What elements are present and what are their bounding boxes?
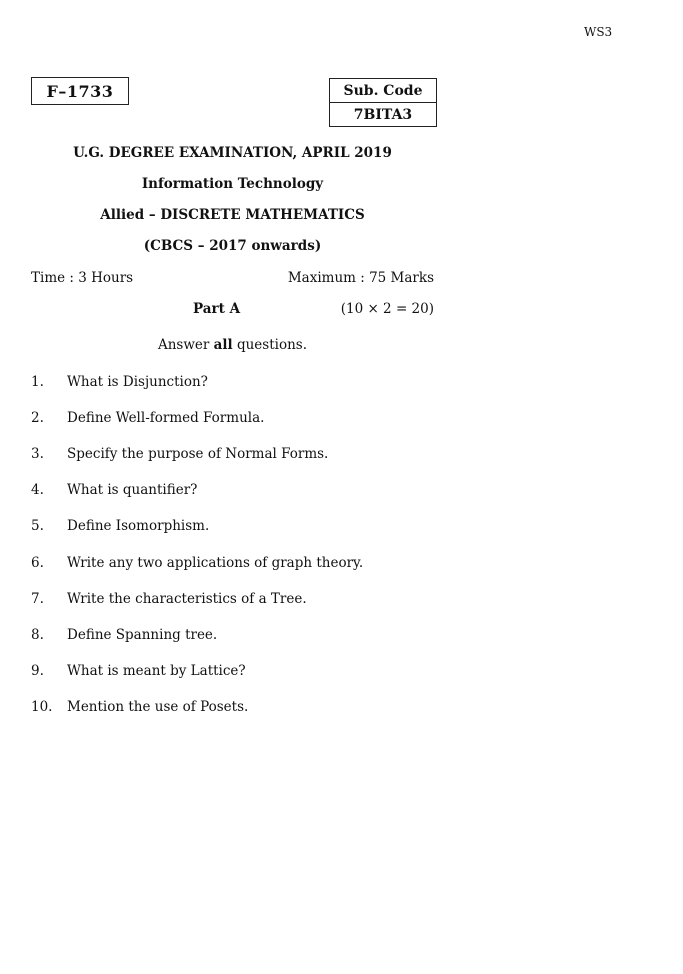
question-text: What is meant by Lattice? (67, 663, 246, 679)
course-title: Allied – DISCRETE MATHEMATICS (100, 207, 365, 223)
question-number: 2. (31, 410, 44, 426)
question-item (31, 591, 307, 607)
question-number: 1. (31, 374, 44, 390)
question-number: 6. (31, 555, 44, 571)
question-text: Define Isomorphism. (67, 518, 210, 534)
question-item (31, 482, 197, 498)
corner-code: WS3 (584, 25, 613, 39)
question-number: 3. (31, 446, 44, 462)
time-label: Time : 3 Hours (31, 270, 134, 286)
sub-code-label: Sub. Code (343, 82, 423, 99)
instruction-suffix: questions. (232, 337, 308, 353)
question-item (31, 627, 217, 643)
scheme-title: (CBCS – 2017 onwards) (143, 238, 322, 254)
part-title: Part A (193, 301, 241, 317)
question-text: Write any two applications of graph theory. (67, 555, 364, 571)
question-text: What is Disjunction? (67, 374, 208, 390)
meta-row (31, 270, 434, 286)
sub-code-value: 7BITA3 (330, 102, 436, 126)
sub-code-box (329, 78, 437, 127)
instruction (31, 337, 434, 353)
question-item (31, 446, 328, 462)
question-item (31, 374, 208, 390)
exam-title: U.G. DEGREE EXAMINATION, APRIL 2019 (73, 145, 392, 161)
question-text: Specify the purpose of Normal Forms. (67, 446, 329, 462)
question-number: 10. (31, 699, 53, 715)
question-number: 9. (31, 663, 44, 679)
question-text: Define Spanning tree. (67, 627, 218, 643)
question-number: 4. (31, 482, 44, 498)
question-item (31, 663, 246, 679)
instruction-prefix: Answer (157, 337, 214, 353)
question-number: 7. (31, 591, 44, 607)
question-text: Mention the use of Posets. (67, 699, 249, 715)
instruction-bold: all (213, 337, 233, 353)
question-text: Define Well-formed Formula. (67, 410, 265, 426)
question-item (31, 410, 264, 426)
department-title: Information Technology (141, 176, 324, 192)
question-item (31, 518, 209, 534)
question-item (31, 699, 248, 715)
question-number: 5. (31, 518, 44, 534)
part-marks: (10 × 2 = 20) (340, 301, 434, 317)
question-text: What is quantifier? (67, 482, 198, 498)
question-number: 8. (31, 627, 44, 643)
question-text: Write the characteristics of a Tree. (67, 591, 307, 607)
paper-code-box: F–1733 (31, 77, 129, 105)
question-item (31, 555, 363, 571)
max-marks-label: Maximum : 75 Marks (287, 270, 434, 286)
